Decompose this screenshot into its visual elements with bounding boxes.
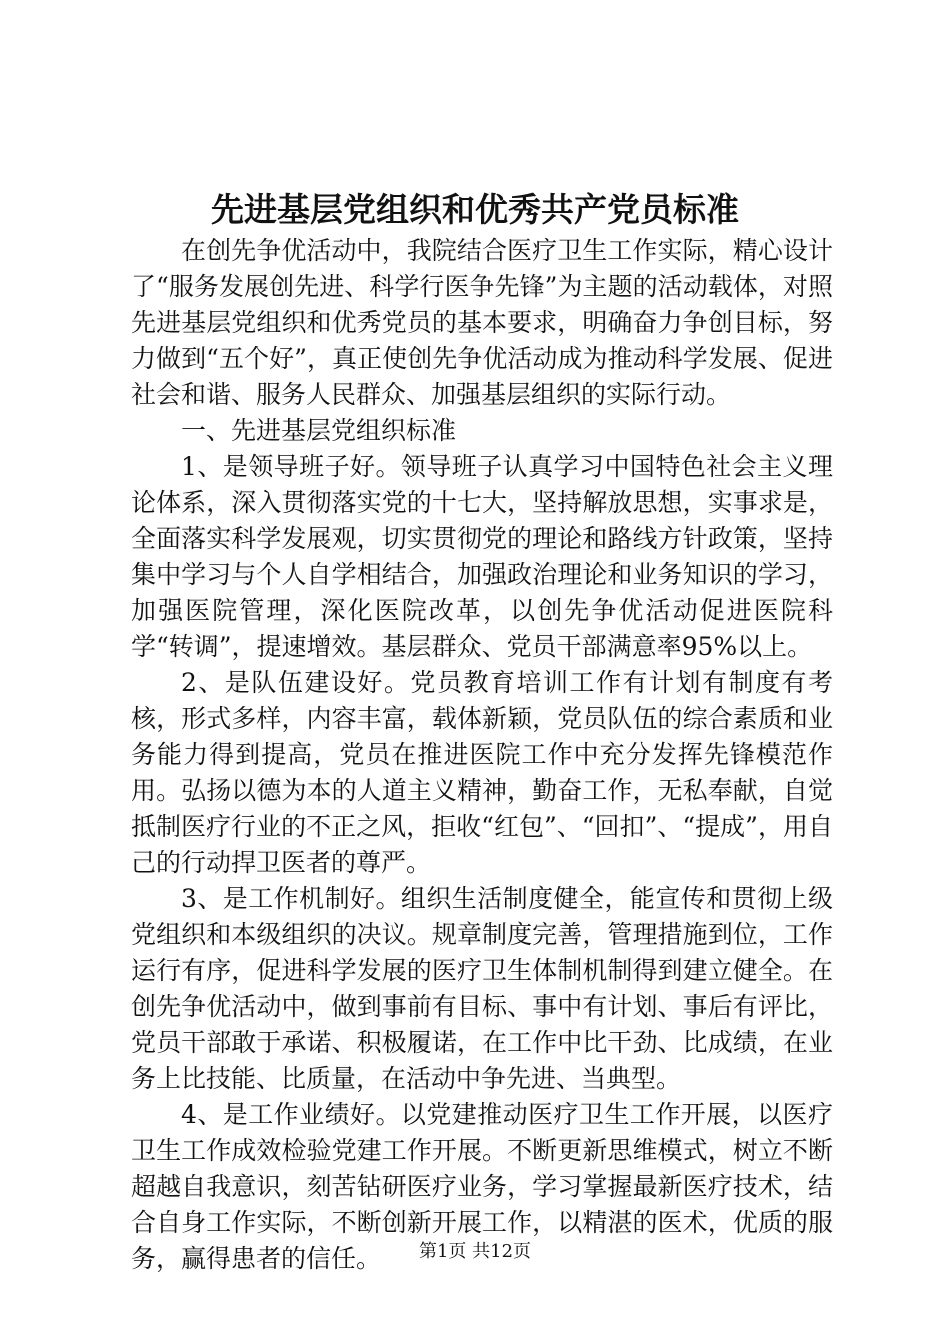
page-footer: 第1页 共12页	[418, 1241, 532, 1262]
paragraph-intro: 在创先争优活动中，我院结合医疗卫生工作实际，精心设计了“服务发展创先进、科学行医争先锋”为主题的活动载体，对照先进基层党组织和优秀党员的基本要求，明确奋力争创目标，努力做到“五个好”，真正使创先争优活动成为推动科学发展、促进社会和谐、服务人民群众、加强基层组织的实际行动。	[131, 236, 833, 409]
section-heading: 一、先进基层党组织标准	[181, 416, 457, 445]
document-body	[131, 233, 833, 1277]
document-title: 先进基层党组织和优秀共产党员标准	[211, 190, 739, 229]
paragraph-item-4: 4、是工作业绩好。以党建推动医疗卫生工作开展，以医疗卫生工作成效检验党建工作开展。不断更新思维模式，树立不断超越自我意识，刻苦钻研医疗业务，学习掌握最新医疗技术，结合自身工作实际，不断创新开展工作，以精湛的医术，优质的服务，赢得患者的信任。	[131, 1100, 833, 1273]
paragraph-item-3: 3、是工作机制好。组织生活制度健全，能宣传和贯彻上级党组织和本级组织的决议。规章制度完善，管理措施到位，工作运行有序，促进科学发展的医疗卫生体制机制得到建立健全。在创先争优活动中，做到事前有目标、事中有计划、事后有评比，党员干部敢于承诺、积极履诺，在工作中比干劲、比成绩，在业务上比技能、比质量，在活动中争先进、当典型。	[131, 884, 833, 1093]
paragraph-item-1: 1、是领导班子好。领导班子认真学习中国特色社会主义理论体系，深入贯彻落实党的十七大，坚持解放思想，实事求是，全面落实科学发展观，切实贯彻党的理论和路线方针政策，坚持集中学习与个人自学相结合，加强政治理论和业务知识的学习，加强医院管理，深化医院改革，以创先争优活动促进医院科学“转调”，提速增效。基层群众、党员干部满意率95%以上。	[131, 452, 833, 661]
paragraph-item-2: 2、是队伍建设好。党员教育培训工作有计划有制度有考核，形式多样，内容丰富，载体新颖，党员队伍的综合素质和业务能力得到提高，党员在推进医院工作中充分发挥先锋模范作用。弘扬以德为本的人道主义精神，勤奋工作，无私奉献，自觉抵制医疗行业的不正之风，拒收“红包”、“回扣”、“提成”，用自己的行动捍卫医者的尊严。	[131, 668, 833, 877]
